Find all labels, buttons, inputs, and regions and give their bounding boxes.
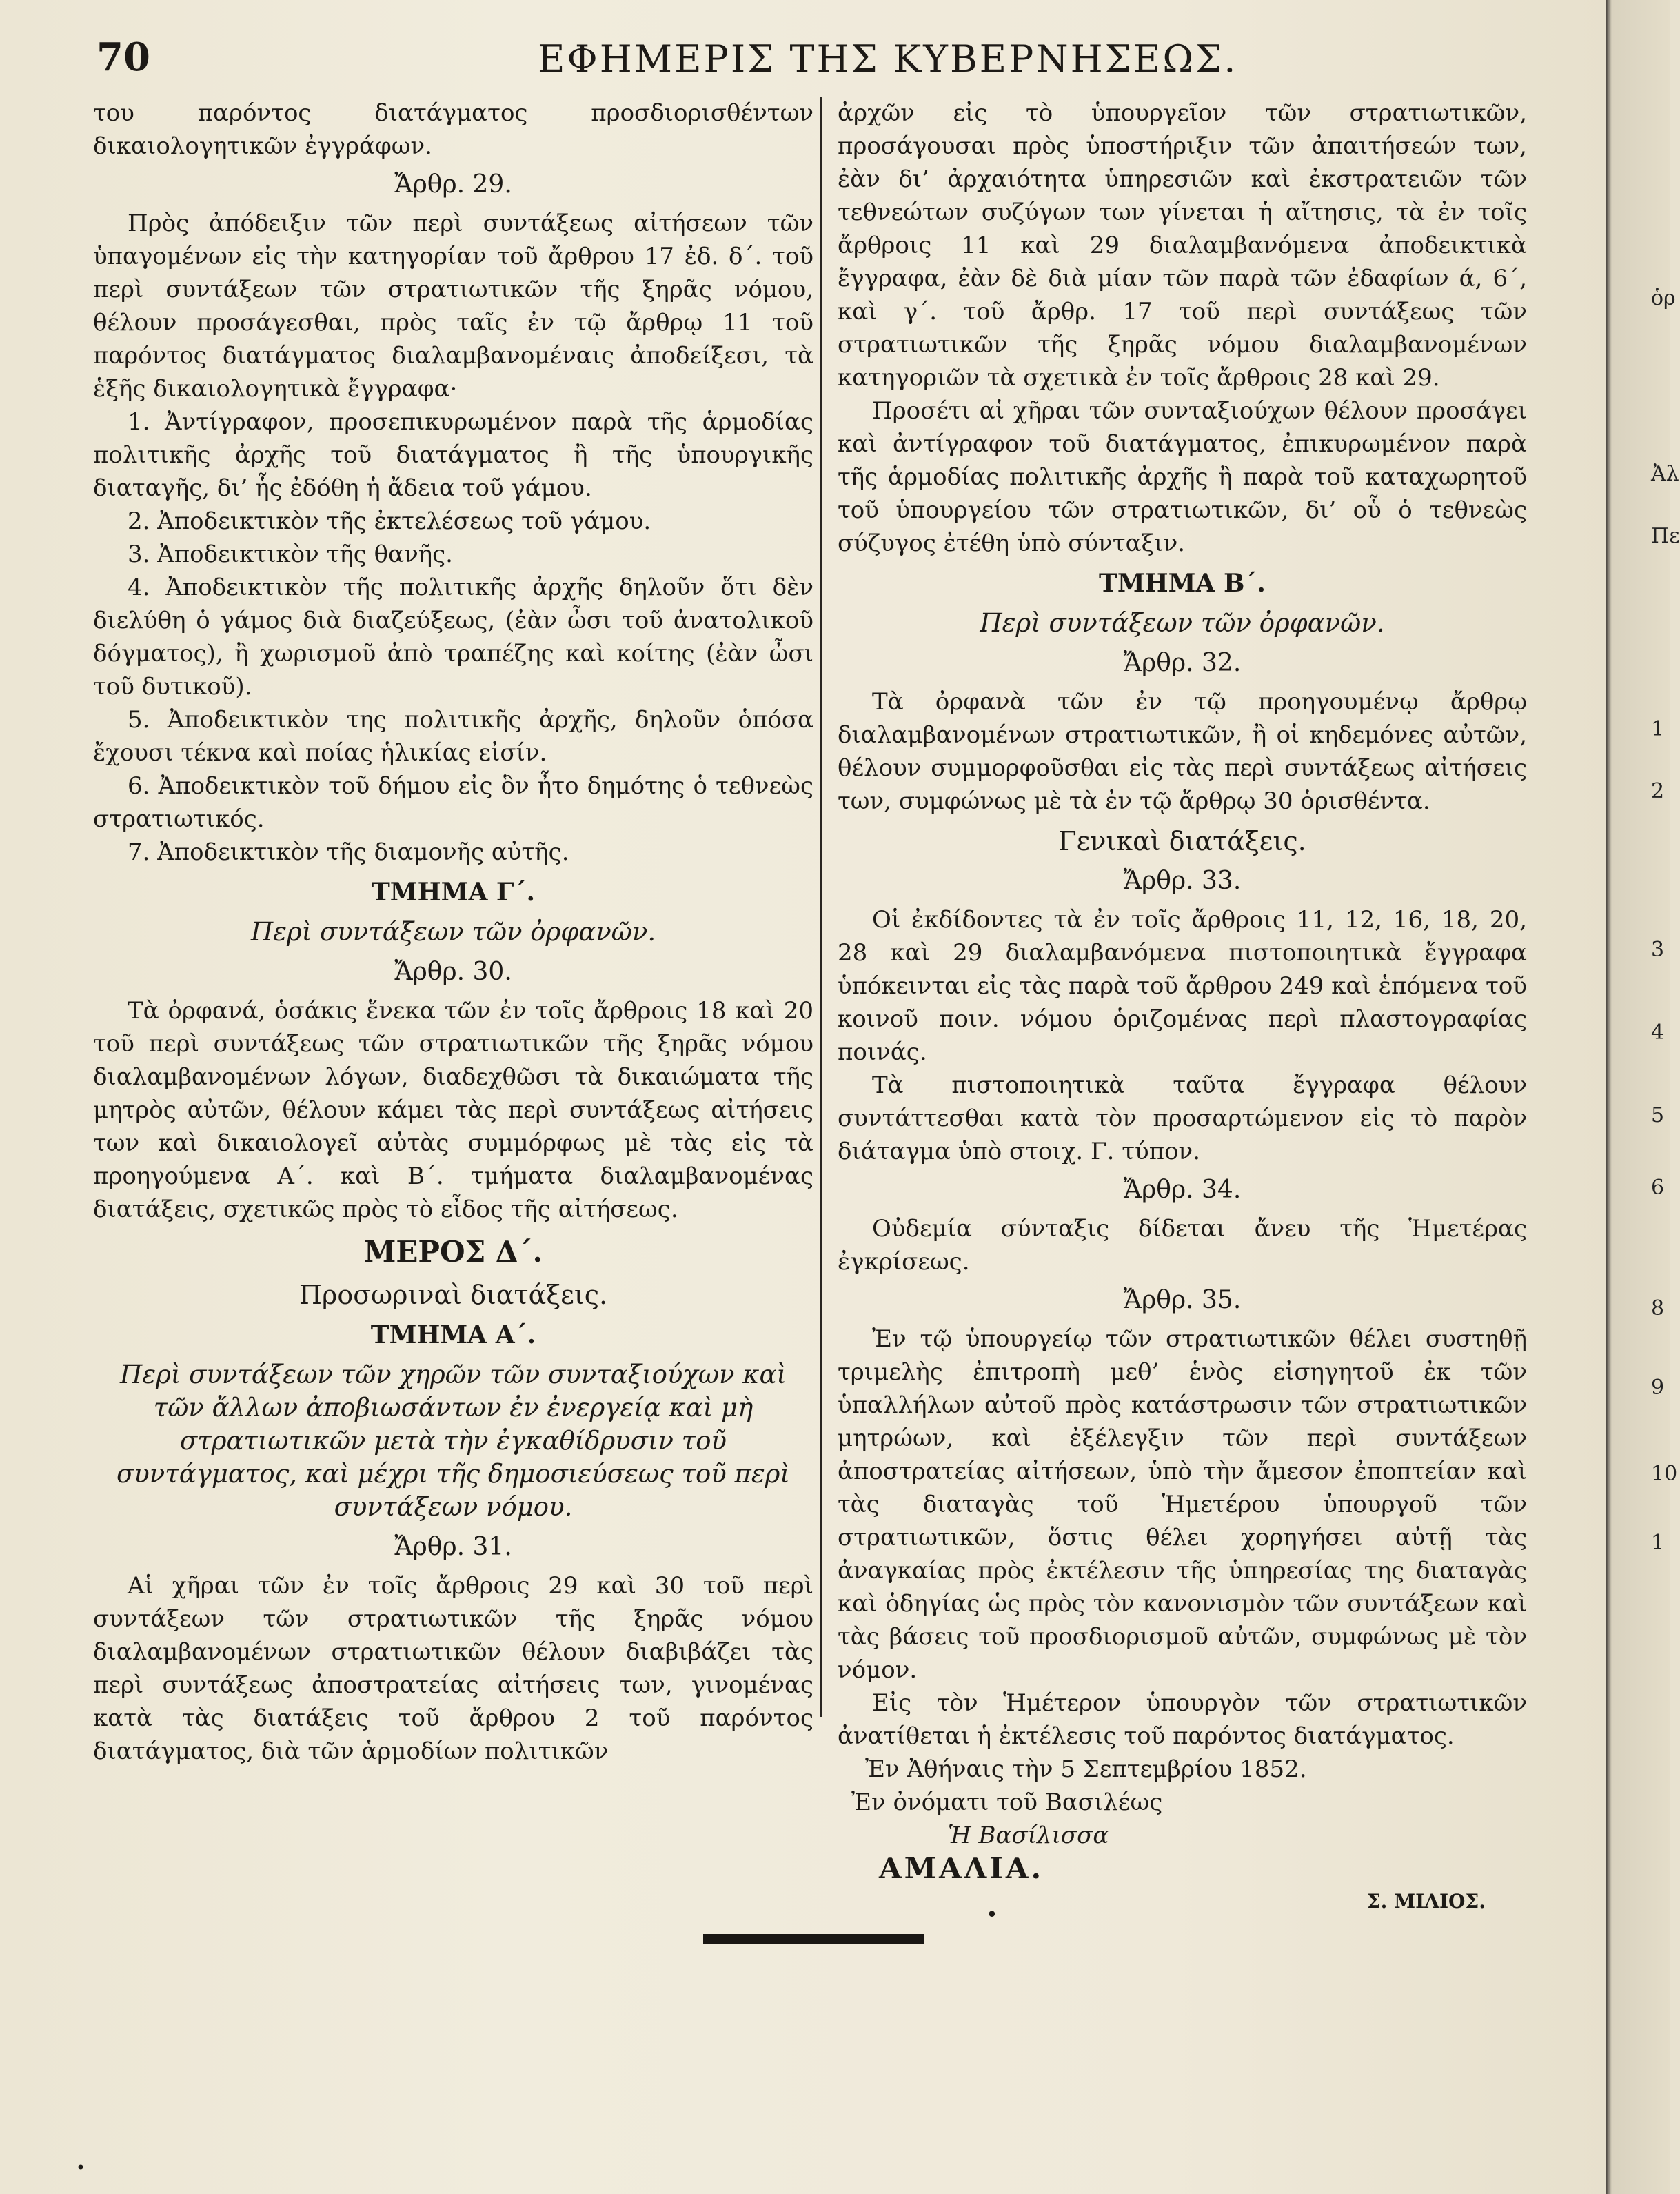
section-b-subtitle: Περὶ συντάξεων τῶν ὀρφανῶν. [980,608,1385,638]
edge-fragment: Πε [1651,524,1680,548]
article-33-heading: Ἄρθρ. 33. [1123,867,1242,895]
article-29-heading: Ἄρθρ. 29. [394,170,512,199]
signature-minister: Σ. ΜΙΛΙΟΣ. [1366,1890,1486,1913]
corner-speck: • [76,2158,86,2177]
edge-fragment: 4 [1651,1020,1665,1045]
article-33-text-b: Τὰ πιστοποιητικὰ ταῦτα ἔγγραφα θέλουν συντάττεσθαι κατὰ τὸν προσαρτώμενον εἰς τὸ παρὸν διάταγμα ὑπὸ στοιχ. Γ. τύπον. [838,1071,1527,1165]
edge-fragment: Ἀλ [1651,462,1679,486]
list-item-2: 2. Ἀποδεικτικὸν τῆς ἐκτελέσεως τοῦ γάμου. [128,507,651,535]
article-31-text: Αἱ χῆραι τῶν ἐν τοῖς ἄρθροις 29 καὶ 30 τοῦ περὶ συντάξεων τῶν στρατιωτικῶν τῆς ξηρᾶς νόμου διαλαμβανομένων στρατιωτικῶν θέλουν διαβιβάζει τὰς περὶ συντάξεως ἀποστρατείας αἰτήσεις των, γινομένας κατὰ τὰς διατάξεις τοῦ ἄρθρου 2 τοῦ παρόντος διατάγματος, διὰ τῶν ἁρμοδίων πολιτικῶν [93,1572,813,1765]
article-31-heading: Ἄρθρ. 31. [394,1533,512,1561]
article-29-text: Πρὸς ἀπόδειξιν τῶν περὶ συντάξεως αἰτήσεων τῶν ὑπαγομένων εἰς τὴν κατηγορίαν τοῦ ἄρθρου 17 ἐδ. δ΄. τοῦ περὶ συντάξεων τῶν στρατιωτικῶν τῆς ξηρᾶς νόμου, θέλουν προσάγεσθαι, πρὸς ταῖς ἐν τῷ ἄρθρῳ 11 τοῦ παρόντος διατάγματος διαλαμβανομέναις ἀποδείξεσι, τὰ ἑξῆς δικαιολογητικὰ ἔγγραφα· [93,210,813,403]
page-number: 70 [97,34,150,80]
ink-speck: • [986,1903,998,1927]
section-a-heading: ΤΜΗΜΑ Α΄. [370,1320,536,1349]
part-d-subtitle: Προσωριναὶ διατάξεις. [298,1280,608,1310]
article-30-text: Τὰ ὀρφανά, ὁσάκις ἕνεκα τῶν ἐν τοῖς ἄρθροις 18 καὶ 20 τοῦ περὶ συντάξεως τῶν στρατιωτικῶν τῆς ξηρᾶς νόμου διαλαμβανομένων λόγων, διαδεχθῶσι τὰ δικαιώματα τῆς μητρὸς αὐτῶν, θέλουν κάμει τὰς περὶ συντάξεως αἰτήσεις των καὶ δικαιολογεῖ αὐτὰς συμμόρφως μὲ τὰς εἰς τὰ προηγούμενα Α΄. καὶ Β΄. τμήματα διαλαμβανομένας διατάξεις, σχετικῶς πρὸς τὸ εἶδος τῆς αἰτήσεως. [93,997,813,1223]
adjacent-page-edge [1606,0,1670,2194]
edge-fragment: 8 [1651,1296,1665,1320]
article-30-heading: Ἄρθρ. 30. [394,958,512,986]
edge-fragment: 9 [1651,1376,1665,1400]
list-item-4: 4. Ἀποδεικτικὸν τῆς πολιτικῆς ἀρχῆς δηλοῦν ὅτι δὲν διελύθη ὁ γάμος διὰ διαζεύξεως, (ἐὰν ὦσι τοῦ ἀνατολικοῦ δόγματος), ἢ χωρισμοῦ ἀπὸ τραπέζης καὶ κοίτης (ἐὰν ὦσι τοῦ δυτικοῦ). [93,574,813,701]
execution-clause: Εἰς τὸν Ἡμέτερον ὑπουργὸν τῶν στρατιωτικῶν ἀνατίθεται ἡ ἐκτέλεσις τοῦ παρόντος διατάγματος. [838,1689,1527,1750]
signature-queen-title: Ἡ Βασίλισσα [948,1822,1109,1849]
list-item-3: 3. Ἀποδεικτικὸν τῆς θανῆς. [128,541,453,568]
edge-fragment: 1 [1651,717,1665,741]
column-divider [820,97,822,1717]
article-35-text: Ἐν τῷ ὑπουργείῳ τῶν στρατιωτικῶν θέλει συστηθῇ τριμελὴς ἐπιτροπὴ μεθ’ ἑνὸς εἰσηγητοῦ ἐκ τῶν ὑπαλλήλων αὐτοῦ πρὸς κατάστρωσιν τῶν στρατιωτικῶν μητρώων, καὶ ἐξέλεγξιν τῶν περὶ συντάξεων ἀποστρατείας αἰτήσεων, ὑπὸ τὴν ἄμεσον ἐποπτείαν καὶ τὰς διαταγὰς τοῦ Ἡμετέρου ὑπουργοῦ τῶν στρατιωτικῶν, ὅστις θέλει χορηγήσει αὐτῇ τὰς ἀναγκαίας πρὸς ἐκτέλεσιν τῆς ὑπηρεσίας της διαταγὰς καὶ ὁδηγίας ὡς πρὸς τὸν κανονισμὸν τῶν συντάξεων καὶ τὰς βάσεις τοῦ προσδιορισμοῦ αὐτῶν, συμφώνως μὲ τὸν νόμον. [838,1325,1527,1684]
article-35-heading: Ἄρθρ. 35. [1123,1286,1242,1314]
general-provisions-heading: Γενικαὶ διατάξεις. [1058,826,1306,856]
edge-fragment: 3 [1651,938,1665,962]
list-item-1: 1. Ἀντίγραφον, προσεπικυρωμένον παρὰ τῆς ἁρμοδίας πολιτικῆς ἀρχῆς τοῦ διατάγματος ἢ τῆς ὑπουργικῆς διαταγῆς, δι’ ἧς ἐδόθη ἡ ἄδεια τοῦ γάμου. [93,408,813,502]
article-31-continued: ἀρχῶν εἰς τὸ ὑπουργεῖον τῶν στρατιωτικῶν, προσάγουσαι πρὸς ὑποστήριξιν τῶν ἀπαιτήσεών των, ἐὰν δι’ ἀρχαιότητα ὑπηρεσιῶν καὶ ἐκστρατειῶν τῶν τεθνεώτων συζύγων των γίνεται ἡ αἴτησις, τὰ ἐν τοῖς ἄρθροις 11 καὶ 29 διαλαμβανόμενα ἀποδεικτικὰ ἔγγραφα, ἐὰν δὲ διὰ μίαν τῶν παρὰ τῶν ἐδαφίων ά, 6΄, καὶ γ΄. τοῦ ἄρθρ. 17 τοῦ περὶ συντάξεως τῶν στρατιωτικῶν τῆς ξηρᾶς νόμου διαλαμβανομένων κατηγοριῶν τὰ σχετικὰ ἐν τοῖς ἄρθροις 28 καὶ 29. [838,99,1527,392]
list-item-6: 6. Ἀποδεικτικὸν τοῦ δήμου εἰς ὃν ἦτο δημότης ὁ τεθνεὼς στρατιωτικός. [93,772,813,833]
edge-fragment: 6 [1651,1176,1665,1200]
edge-fragment: 10 [1651,1462,1678,1486]
edge-fragment: 1 [1651,1531,1665,1555]
left-column [93,97,813,1768]
section-g-heading: ΤΜΗΜΑ Γ΄. [371,878,536,907]
bottom-rule [703,1934,924,1944]
article-33-text-a: Οἱ ἐκδίδοντες τὰ ἐν τοῖς ἄρθροις 11, 12, 16, 18, 20, 28 καὶ 29 διαλαμβανόμενα πιστοποιητικὰ ἔγγραφα ὑπόκεινται εἰς τὰς παρὰ τοῦ ἄρθρου 249 καὶ ἑπόμενα τοῦ κοινοῦ ποιν. νόμου ὁριζομένας περὶ πλαστογραφίας ποινάς. [838,906,1527,1066]
gazette-title: ΕΦΗΜΕΡΙΣ ΤΗΣ ΚΥΒΕΡΝΗΣΕΩΣ. [538,37,1238,81]
signature-block [838,1753,1527,1918]
edge-fragment: ὁρ [1651,286,1676,310]
article-32-text: Τὰ ὀρφανὰ τῶν ἐν τῷ προηγουμένῳ ἄρθρῳ διαλαμβανομένων στρατιωτικῶν, ἢ οἱ κηδεμόνες αὐτῶν, θέλουν συμμορφοῦσθαι εἰς τὰς περὶ συντάξεως αἰτήσεις των, συμφώνως μὲ τὰ ἐν τῷ ἄρθρῳ 30 ὁρισθέντα. [838,688,1527,815]
edge-fragment: 2 [1651,779,1665,803]
article-32-heading: Ἄρθρ. 32. [1123,649,1242,677]
signature-date: Ἐν Ἀθήναις τὴν 5 Σεπτεμβρίου 1852. [865,1755,1307,1783]
section-g-subtitle: Περὶ συντάξεων τῶν ὀρφανῶν. [250,917,656,947]
right-column [838,97,1527,1918]
page-header [97,28,1544,83]
signature-queen-name: ΑΜΑΛΙΑ. [879,1851,1044,1885]
part-d-heading: ΜΕΡΟΣ Δ΄. [363,1235,543,1269]
paragraph-top: του παρόντος διατάγματος προσδιορισθέντων δικαιολογητικῶν ἐγγράφων. [93,99,813,160]
article-34-text: Οὐδεμία σύνταξις δίδεται ἄνευ τῆς Ἡμετέρας ἐγκρίσεως. [838,1215,1527,1276]
article-31-addition: Προσέτι αἱ χῆραι τῶν συνταξιούχων θέλουν προσάγει καὶ ἀντίγραφον τοῦ διατάγματος, ἐπικυρωμένον παρὰ τῆς ἁρμοδίας πολιτικῆς ἀρχῆς ἢ παρὰ τοῦ καταχωρητοῦ τοῦ ὑπουργείου τῶν στρατιωτικῶν, δι’ οὗ ὁ τεθνεὼς σύζυγος ἐτέθη ὑπὸ σύνταξιν. [838,397,1527,557]
signature-in-name-of-king: Ἐν ὀνόματι τοῦ Βασιλέως [851,1789,1163,1816]
section-a-subtitle: Περὶ συντάξεων τῶν χηρῶν τῶν συνταξιούχων καὶ τῶν ἄλλων ἀποβιωσάντων ἐν ἐνεργείᾳ καὶ μὴ στρατιωτικῶν μετὰ τὴν ἐγκαθίδρυσιν τοῦ συντάγματος, καὶ μέχρι τῆς δημοσιεύσεως τοῦ περὶ συντάξεων νόμου. [117,1360,790,1522]
list-item-7: 7. Ἀποδεικτικὸν τῆς διαμονῆς αὐτῆς. [128,838,569,866]
list-item-5: 5. Ἀποδεικτικὸν της πολιτικῆς ἀρχῆς, δηλοῦν ὁπόσα ἔχουσι τέκνα καὶ ποίας ἡλικίας εἰσίν. [93,706,813,767]
article-34-heading: Ἄρθρ. 34. [1123,1176,1242,1204]
edge-fragment: 5 [1651,1103,1665,1127]
section-b-heading: ΤΜΗΜΑ Β΄. [1099,569,1266,598]
